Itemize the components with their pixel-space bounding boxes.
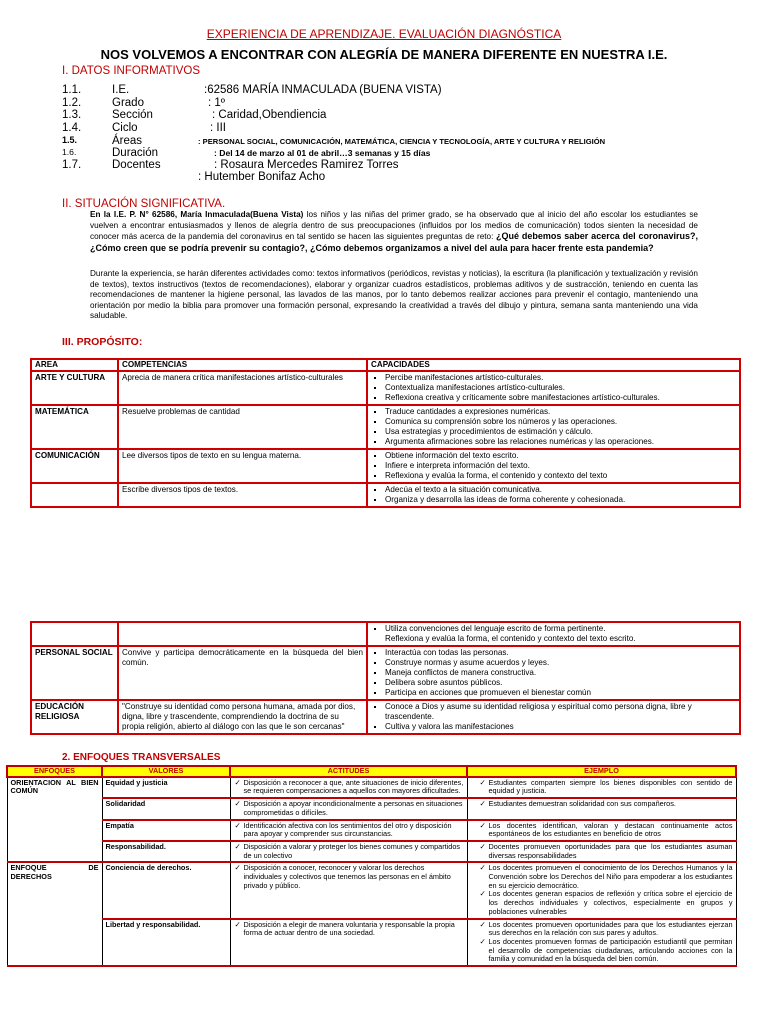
list-item: ▪ Contextualiza manifestaciones artístico-culturales. [385,383,736,393]
table-row [31,449,740,483]
situacion-paragraph-2: Durante la experiencia, se harán diferentes actividades como: textos informativos (periódicos, revistas y noticias), la escritura (la planificación y textualización y revisión de textos), textos instructivos (textos de recomendaciones), elaborar y organizar cuadros estadísticos, problemas aditivos y de sustracción, teniendo en cuenta las recomendaciones de mantener la higiene personal, las lavados de las manos, por lo tanto debemos realizar acciones para prevenir el contagio, manteniendo una orientación por medio la biblia para promover una formación personal, expresando la creatividad a través del dibujo y pintura, semana santa manteniendo una vida saludable. [90,269,698,321]
ejemplo-cell [467,798,736,819]
info-label: Docentes [112,159,161,171]
info-number: 1.1. [62,84,82,96]
actitud-cell [230,919,467,967]
info-value: : III [210,122,226,134]
list-item: ✓ Disposición a elegir de manera voluntaria y responsable la propia forma de actuar dentro de una sociedad. [244,921,464,938]
info-label: Duración [112,147,159,159]
info-number: 1.6. [62,147,77,157]
actitud-cell [230,777,467,798]
list-item: ▪ Obtiene información del texto escrito. [385,451,736,461]
table-row [7,862,736,918]
area-cell: COMUNICACIÓN [31,449,118,483]
capacidades-cell [367,371,740,405]
info-value: : Rosaura Mercedes Ramirez Torres [214,159,399,171]
list-item: ✓ Estudiantes comparten siempre los bienes disponibles con sentido de equidad y justicia. [489,779,733,796]
list-item: ▪ Traduce cantidades a expresiones numéricas. [385,407,736,417]
header-ejemplo: EJEMPLO [467,766,736,777]
list-item: ▪ Adecúa el texto a la situación comunicativa. [385,485,736,495]
list-item: ✓ Los docentes identifican, valoran y destacan continuamente actos espontáneos de los estudiantes en beneficio de otros [489,822,733,839]
valor-cell: Conciencia de derechos. [102,862,230,918]
info-number: 1.5. [62,135,78,145]
table-row [31,483,740,507]
valor-cell: Solidaridad [102,798,230,819]
table-row [31,371,740,405]
area-cell: ARTE Y CULTURA [31,371,118,405]
capacidades-cell [367,405,740,449]
proposito-header-row [31,359,740,371]
info-value: : Hutember Bonifaz Acho [198,171,326,183]
header-enfoques: ENFOQUES [7,766,102,777]
capacidades-cell [367,700,740,734]
info-number: 1.7. [62,159,82,171]
section-heading-datos: I. DATOS INFORMATIVOS [62,65,201,77]
enfoques-table [6,765,737,967]
list-item: ▪ Percibe manifestaciones artístico-culturales. [385,373,736,383]
valor-cell: Equidad y justicia [102,777,230,798]
list-item: ✓ Los docentes generan espacios de reflexión y crítica sobre el ejercicio de los derechos individuales y colectivos, especialmente en grupos y poblaciones vulnerables [489,890,733,916]
competencia-cell: "Construye su identidad como persona humana, amada por dios, digna, libre y trascendente, comprendiendo la doctrina de su propia religión, abierto al diálogo con las que le son cercanas" [118,700,367,734]
situacion-ie-name: En la I.E. P. N° 62586, María Inmaculada(Buena Vista) [90,210,304,219]
table-row [7,841,736,862]
valor-cell: Empatía [102,820,230,841]
ejemplo-cell [467,777,736,798]
info-block [62,84,752,194]
situacion-paragraph-1 [90,210,698,254]
competencia-cell: Resuelve problemas de cantidad [118,405,367,449]
list-item: ▪ Usa estrategias y procedimientos de estimación y cálculo. [385,427,736,437]
competencia-cell: Aprecia de manera crítica manifestaciones artístico-culturales [118,371,367,405]
list-item: ▪ Interactúa con todas las personas. [385,648,736,658]
list-item: ✓ Disposición a apoyar incondicionalmente a personas en situaciones comprometidas o difíciles. [244,800,464,817]
ejemplo-cell [467,862,736,918]
section-heading-enfoques: 2. ENFOQUES TRANSVERSALES [62,752,221,763]
list-item: ▪ Organiza y desarrolla las ideas de forma coherente y cohesionada. [385,495,736,505]
list-item: ▪ Construye normas y asume acuerdos y leyes. [385,658,736,668]
table-row [7,919,736,967]
info-value: : Caridad,Obendiencia [212,109,327,121]
actitud-cell [230,841,467,862]
capacidades-cell [367,449,740,483]
ejemplo-cell [467,841,736,862]
enfoque-cell: ORIENTACION AL BIEN COMÚN [7,777,102,863]
info-label: Grado [112,97,144,109]
actitud-cell [230,820,467,841]
list-item: ✓ Identificación afectiva con los sentimientos del otro y disposición para apoyar y comprender sus circunstancias. [244,822,464,839]
list-item: ▪ Infiere e interpreta información del texto. [385,461,736,471]
info-label: Sección [112,109,153,121]
header-actitudes: ACTITUDES [230,766,467,777]
actitud-cell [230,798,467,819]
table-row [31,646,740,700]
list-item: ▪ Reflexiona y evalúa la forma, el contenido y contexto del texto [385,471,736,481]
info-number: 1.3. [62,109,82,121]
competencia-cell: Convive y participa democráticamente en la búsqueda del bien común. [118,646,367,700]
enfoques-header-row [7,766,736,777]
list-item: Reflexiona y evalúa la forma, el contenido y contexto del texto escrito. [385,634,636,643]
info-value: : PERSONAL SOCIAL, COMUNICACIÓN, MATEMÁTICA, CIENCIA Y TECNOLOGÍA, ARTE Y CULTURA Y RELIGIÓN [198,137,606,146]
table-row [7,798,736,819]
competencia-cell: Lee diversos tipos de texto en su lengua materna. [118,449,367,483]
list-item: ✓ Estudiantes demuestran solidaridad con sus compañeros. [489,800,733,809]
header-valores: VALORES [102,766,230,777]
header-competencias: COMPETENCIAS [118,359,367,371]
list-item: ▪ Participa en acciones que promueven el bienestar común [385,688,736,698]
list-item: ▪ Comunica su comprensión sobre los números y las operaciones. [385,417,736,427]
table-row [31,700,740,734]
ejemplo-cell [467,820,736,841]
info-number: 1.2. [62,97,82,109]
header-area: AREA [31,359,118,371]
list-item: ✓ Disposición a conocer, reconocer y valorar los derechos individuales y colectivos que tenemos las personas en el ámbito privado y público. [244,864,464,890]
capacidades-cell [367,646,740,700]
list-item: ✓ Docentes promueven oportunidades para que los estudiantes asuman diversas responsabilidades [489,843,733,860]
section-heading-situacion: II. SITUACIÓN SIGNIFICATIVA. [62,198,226,210]
actitud-cell [230,862,467,918]
list-item: ✓ Disposición a reconocer a que, ante situaciones de inicio diferentes, se requieren compensaciones a aquellos con mayores dificultades. [244,779,464,796]
situacion-body: los niños y las niñas del primer grado, se ha observado que al inicio del año escolar los estudiantes se vuelven a encontrar entusiasmados y llenos de alegría dentro de sus preocupaciones (influidos por los medios de comunicación) todos sienten la necesidad de conocer más acerca de la pandemia del coronavirus en tal sentido se hacen las siguientes preguntas de reto: [90,210,698,242]
valor-cell: Libertad y responsabilidad. [102,919,230,967]
area-cell: PERSONAL SOCIAL [31,646,118,700]
competencia-cell: Escribe diversos tipos de textos. [118,483,367,507]
area-cell: MATEMÁTICA [31,405,118,449]
info-label: I.E. [112,84,130,96]
list-item: ▪ Cultiva y valora las manifestaciones [385,722,736,732]
ejemplo-cell [467,919,736,967]
list-item: ▪ Utiliza convenciones del lenguaje escrito de forma pertinente. [385,624,736,634]
document-title: EXPERIENCIA DE APRENDIZAJE. EVALUACIÓN DIAGNÓSTICA [206,27,562,41]
area-cell [31,483,118,507]
table-row [7,820,736,841]
document-subtitle: NOS VOLVEMOS A ENCONTRAR CON ALEGRÍA DE MANERA DIFERENTE EN NUESTRA I.E. [100,47,668,62]
proposito-table-continuation [30,621,741,735]
list-item: ▪ Conoce a Dios y asume su identidad religiosa y espiritual como persona digna, libre y trascendente. [385,702,736,722]
list-item: ✓ Los docentes promueven formas de participación estudiantil que permitan el desarrollo de competencias ciudadanas, articulando acciones con la familia y comunidad en la búsqueda del bien común. [489,938,733,964]
section-heading-proposito: III. PROPÓSITO: [62,336,143,348]
enfoque-cell: ENFOQUE DE DERECHOS [7,862,102,966]
area-cell: EDUCACIÓN RELIGIOSA [31,700,118,734]
list-item: ▪ Reflexiona creativa y críticamente sobre manifestaciones artístico-culturales. [385,393,736,403]
info-number: 1.4. [62,122,82,134]
info-label: Áreas [112,135,143,147]
table-row [31,622,740,646]
info-value: : Del 14 de marzo al 01 de abril…3 semanas y 15 días [214,148,431,158]
info-value: :62586 MARÍA INMACULADA (BUENA VISTA) [204,84,442,96]
table-row [7,777,736,798]
valor-cell: Responsabilidad. [102,841,230,862]
header-capacidades: CAPACIDADES [367,359,740,371]
table-row [31,405,740,449]
info-value: : 1º [208,97,225,109]
list-item: ✓ Los docentes promueven el conocimiento de los Derechos Humanos y la Convención sobre los Derechos del Niño para empoderar a los estudiantes en su ejercicio democrático. [489,864,733,890]
situacion-questions: ¿Qué debemos saber acerca del coronavirus?, ¿Cómo creen que se podría prevenir su contagio?, ¿Cómo debemos organizamos a nivel del aula para hacer frente esta pandemia? [90,231,698,253]
list-item: ✓ Disposición a valorar y proteger los bienes comunes y compartidos de un colectivo [244,843,464,860]
proposito-table [30,358,741,508]
list-item: ▪ Argumenta afirmaciones sobre las relaciones numéricas y las operaciones. [385,437,736,447]
list-item: ✓ Los docentes promueven oportunidades para que los estudiantes ejerzan sus derechos en la relación con sus pares y adultos. [489,921,733,938]
capacidades-cell [367,483,740,507]
list-item: ▪ Maneja conflictos de manera constructiva. [385,668,736,678]
info-label: Ciclo [112,122,138,134]
capacidades-cell [367,622,740,646]
list-item: ▪ Delibera sobre asuntos públicos. [385,678,736,688]
